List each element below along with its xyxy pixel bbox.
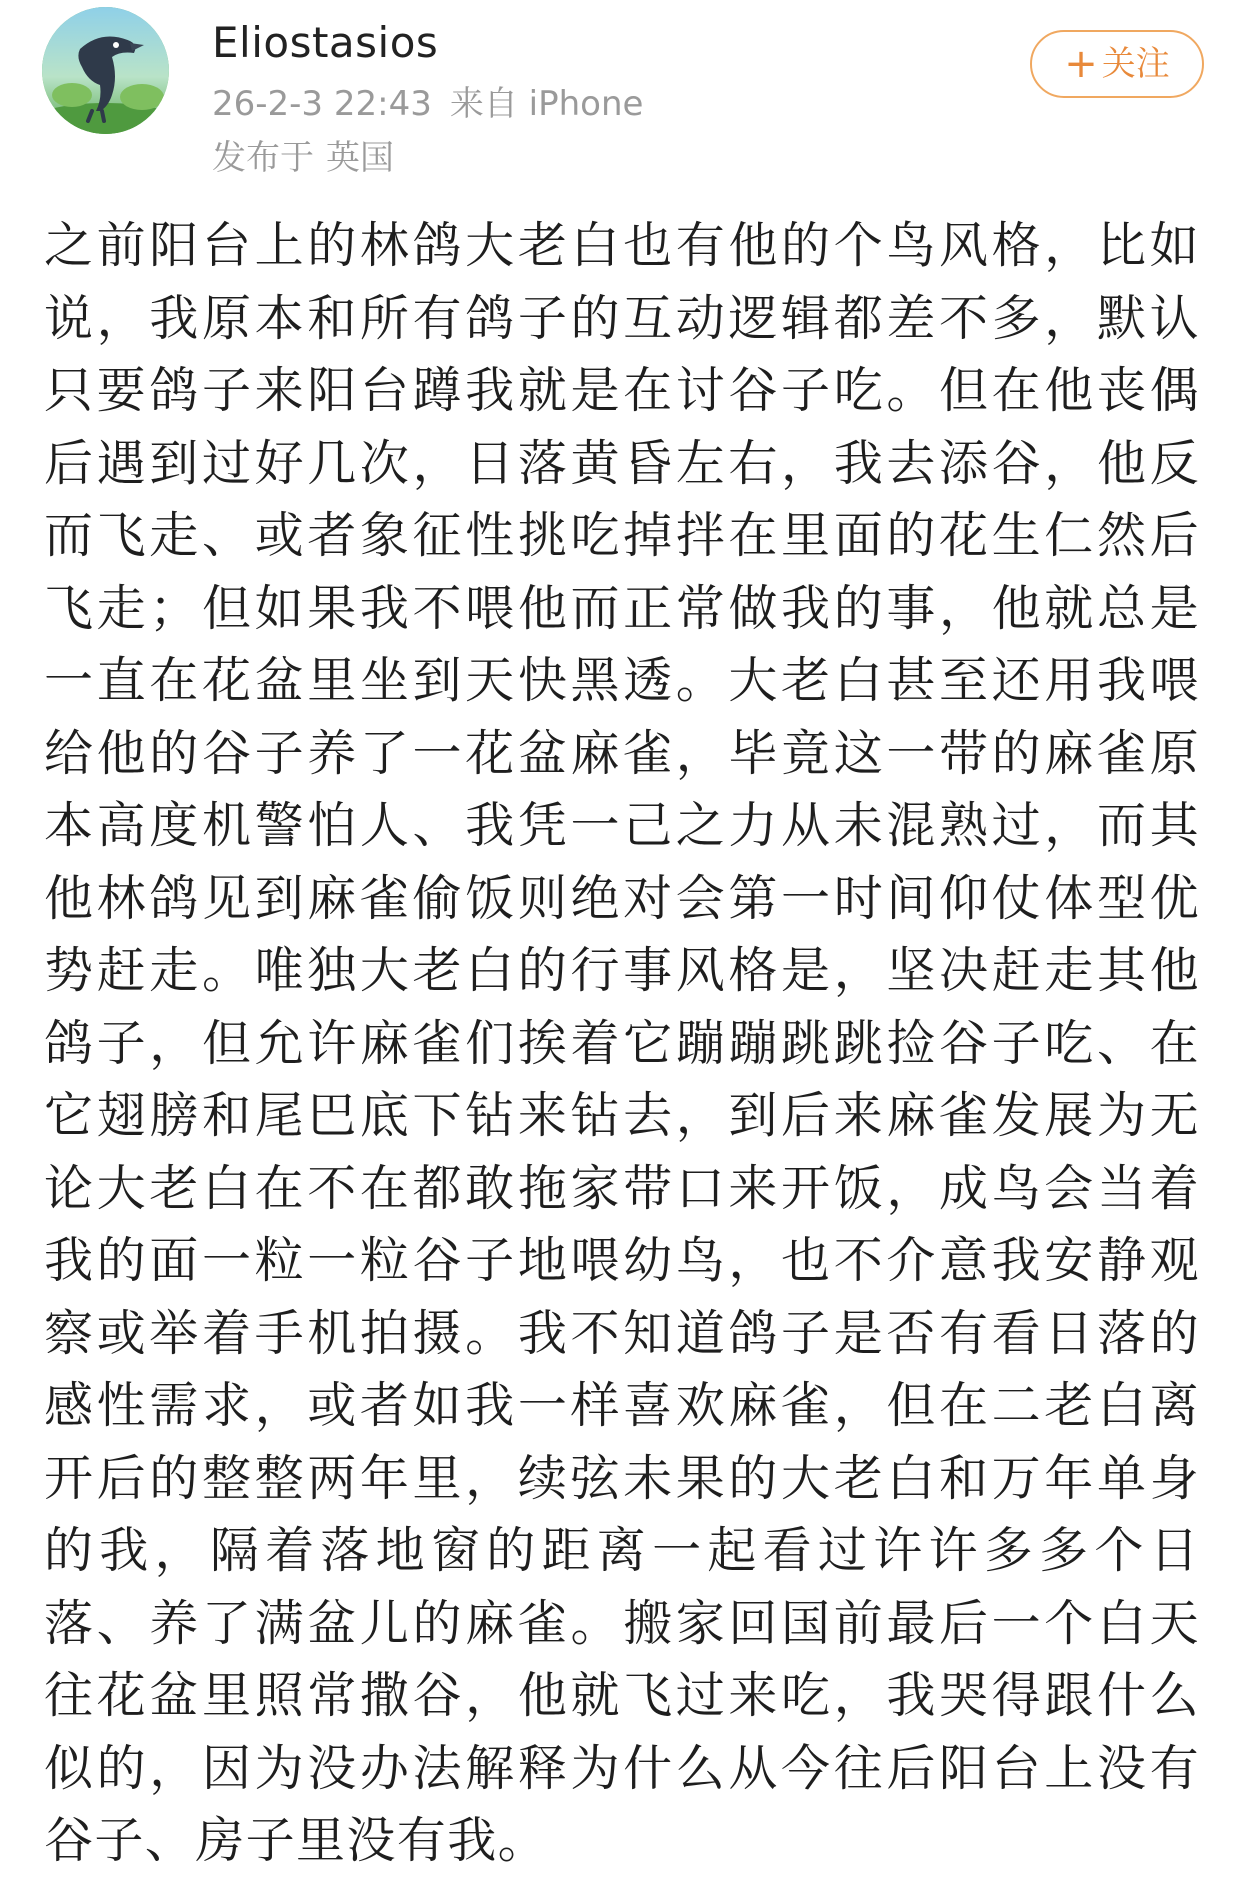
post-source: 来自 iPhone [449, 84, 644, 124]
follow-label: 关注 [1101, 44, 1170, 84]
post-location [212, 136, 394, 180]
post-timestamp: 26-2-3 22:43 [212, 84, 432, 124]
location-label: 发布于 [212, 138, 314, 178]
post-content: 之前阳台上的林鸽大老白也有他的个鸟风格，比如说，我原本和所有鸽子的互动逻辑都差不多，默认只要鸽子来阳台蹲我就是在讨谷子吃。但在他丧偶后遇到过好几次，日落黄昏左右，我去添谷，他反而飞走、或者象征性挑吃掉拌在里面的花生仁然后飞走；但如果我不喂他而正常做我的事，他就总是一直在花盆里坐到天快黑透。大老白甚至还用我喂给他的谷子养了一花盆麻雀，毕竟这一带的麻雀原本高度机警怕人、我凭一己之力从未混熟过，而其他林鸽见到麻雀偷饭则绝对会第一时间仰仗体型优势赶走。唯独大老白的行事风格是，坚决赶走其他鸽子，但允许麻雀们挨着它蹦蹦跳跳捡谷子吃、在它翅膀和尾巴底下钻来钻去，到后来麻雀发展为无论大老白在不在都敢拖家带口来开饭，成鸟会当着我的面一粒一粒谷子地喂幼鸟，也不介意我安静观察或举着手机拍摄。我不知道鸽子是否有看日落的感性需求，或者如我一样喜欢麻雀，但在二老白离开后的整整两年里，续弦未果的大老白和万年单身的我，隔着落地窗的距离一起看过许许多多个日落、养了满盆儿的麻雀。搬家回国前最后一个白天往花盆里照常撒谷，他就飞过来吃，我哭得跟什么似的，因为没办法解释为什么从今往后阳台上没有谷子、房子里没有我。 [44, 217, 1200, 1869]
plus-icon: + [1064, 41, 1098, 87]
location-value: 英国 [326, 138, 394, 178]
post-header [0, 0, 1242, 190]
avatar[interactable] [42, 7, 169, 134]
avatar-image [42, 7, 169, 134]
post-meta [212, 82, 643, 126]
author-name[interactable]: Eliostasios [212, 18, 439, 67]
follow-button[interactable] [1030, 30, 1204, 98]
